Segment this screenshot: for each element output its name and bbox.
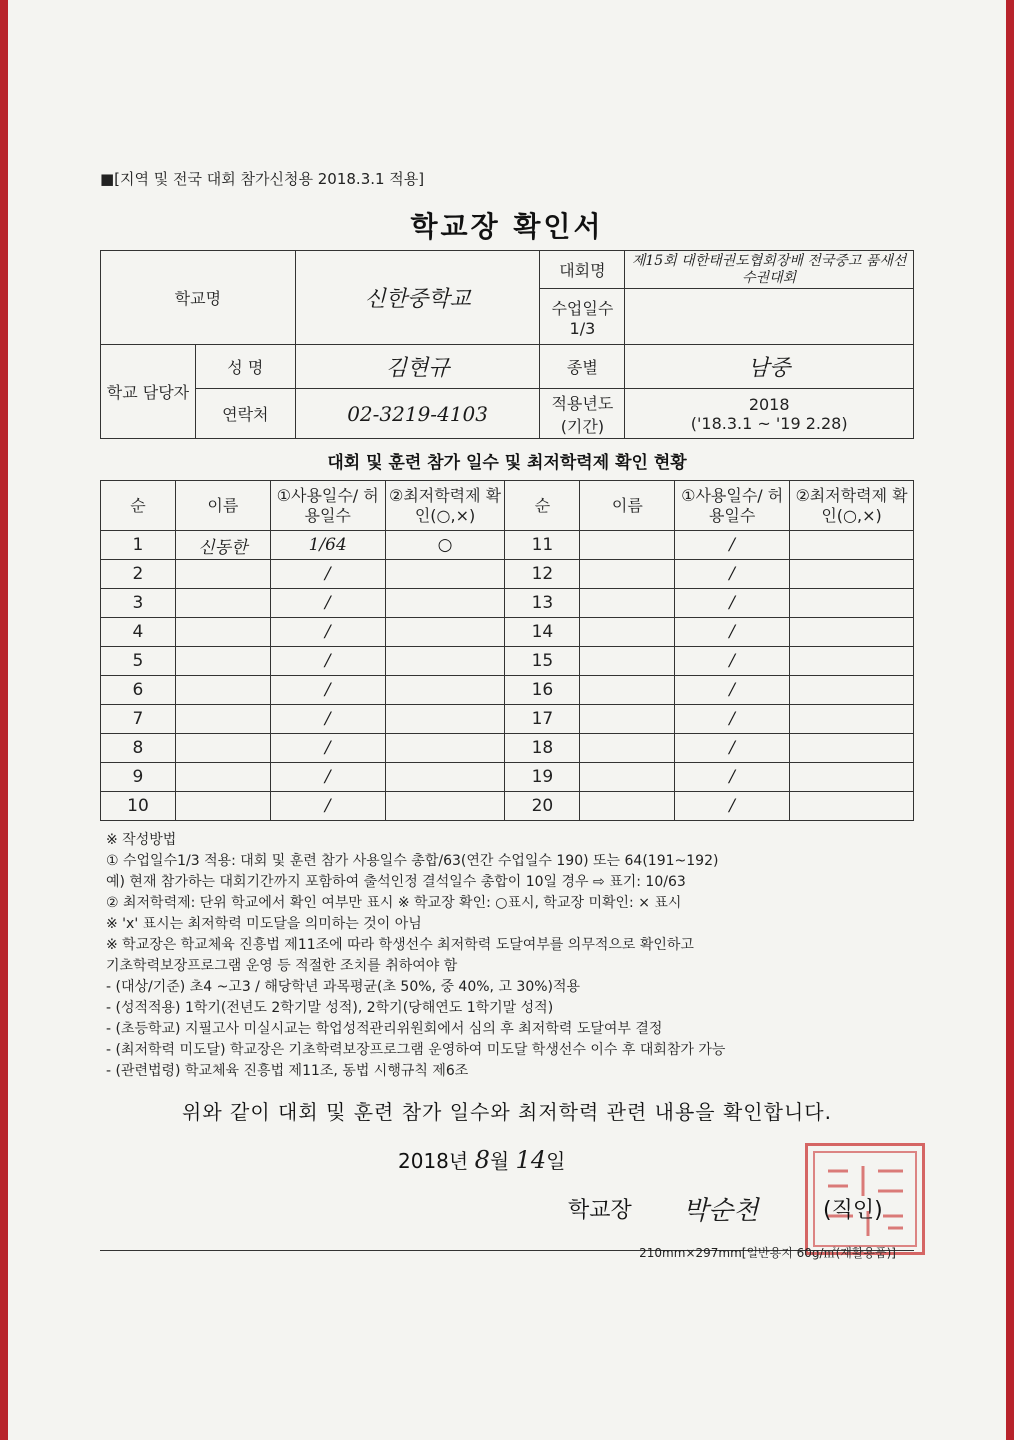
table-row (101, 676, 914, 705)
confirm-header: ②최저학력제 확인(○,×) (790, 481, 914, 531)
date-month-unit: 월 (489, 1149, 510, 1173)
used-days: / (270, 792, 385, 821)
min-grade-confirm (790, 560, 914, 589)
school-label: 학교명 (101, 251, 296, 345)
student-name (580, 676, 675, 705)
table-row (101, 734, 914, 763)
gender-label: 종별 (540, 345, 625, 389)
row-number: 4 (101, 618, 176, 647)
row-number: 6 (101, 676, 176, 705)
min-grade-confirm (790, 589, 914, 618)
student-name (175, 763, 270, 792)
school-value: 신한중학교 (295, 251, 540, 345)
contact-label: 연락처 (195, 389, 295, 439)
table-row (101, 531, 914, 560)
confirmation-statement: 위와 같이 대회 및 훈련 참가 일수와 최저학력 관련 내용을 확인합니다. (182, 1100, 832, 1124)
contest-label: 대회명 (540, 251, 625, 289)
period-value: ('18.3.1 ~ '19 2.28) (690, 413, 848, 433)
paper-spec-footer: 210mm×297mm[일반용지 60g/㎡(재활용품)] (639, 1246, 896, 1260)
student-name (580, 734, 675, 763)
used-days: / (270, 734, 385, 763)
min-grade-confirm (385, 734, 505, 763)
student-name (175, 792, 270, 821)
min-grade-confirm (385, 763, 505, 792)
manager-label: 학교 담당자 (101, 345, 196, 439)
min-grade-confirm (790, 618, 914, 647)
student-name (175, 647, 270, 676)
used-days: 1/64 (270, 531, 385, 560)
row-number: 19 (505, 763, 580, 792)
used-days: / (270, 589, 385, 618)
instruction-line: ※ 작성방법 (106, 832, 177, 848)
student-name (175, 734, 270, 763)
roster-table (100, 480, 914, 821)
row-number: 9 (101, 763, 176, 792)
min-grade-confirm (790, 647, 914, 676)
seal-label: (직인) (823, 1198, 883, 1223)
min-grade-confirm (385, 676, 505, 705)
min-grade-confirm (385, 589, 505, 618)
name-value: 김현규 (295, 345, 540, 389)
min-grade-confirm (790, 705, 914, 734)
student-name (175, 618, 270, 647)
student-name (580, 705, 675, 734)
min-grade-confirm (790, 763, 914, 792)
used-days: / (675, 676, 790, 705)
date-year: 2018년 (398, 1149, 469, 1173)
instruction-line: - (최저학력 미도달) 학교장은 기초학력보장프로그램 운영하여 미도달 학생선수 이수 후 대회참가 가능 (106, 1042, 726, 1058)
min-grade-confirm (385, 792, 505, 821)
row-number: 2 (101, 560, 176, 589)
confirm-header: ②최저학력제 확인(○,×) (385, 481, 505, 531)
principal-signature: 박순천 (683, 1196, 759, 1226)
no-header: 순 (505, 481, 580, 531)
student-name (580, 560, 675, 589)
row-number: 1 (101, 531, 176, 560)
row-number: 17 (505, 705, 580, 734)
used-days: / (675, 618, 790, 647)
instruction-line: - (관련법령) 학교체육 진흥법 제11조, 동법 시행규칙 제6조 (106, 1063, 469, 1079)
student-name (175, 705, 270, 734)
instruction-line: 기초학력보장프로그램 운영 등 적절한 조치를 취하여야 함 (106, 958, 458, 974)
issue-date (398, 1145, 565, 1174)
student-name (580, 647, 675, 676)
student-name (580, 792, 675, 821)
contest-value: 제15회 대한태권도협회장배 전국중고 품새선수권대회 (625, 251, 914, 289)
min-grade-confirm (790, 792, 914, 821)
used-days: / (675, 560, 790, 589)
used-days: / (675, 531, 790, 560)
year-value: 2018 (748, 394, 790, 414)
table-row (101, 560, 914, 589)
school-days-value (625, 289, 914, 345)
instruction-line: - (대상/기준) 초4 ~고3 / 해당학년 과목평균(초 50%, 중 40%, 고 30%)적용 (106, 979, 581, 995)
min-grade-confirm (385, 705, 505, 734)
row-number: 10 (101, 792, 176, 821)
principal-label: 학교장 (568, 1198, 632, 1223)
used-days: / (675, 763, 790, 792)
days-header: ①사용일수/ 허용일수 (675, 481, 790, 531)
date-day: 14 (515, 1146, 547, 1174)
student-name (175, 560, 270, 589)
used-days: / (270, 560, 385, 589)
min-grade-confirm (385, 647, 505, 676)
row-number: 8 (101, 734, 176, 763)
student-name: 신동한 (175, 531, 270, 560)
instruction-line: - (성적적용) 1학기(전년도 2학기말 성적), 2학기(당해연도 1학기말 성적) (106, 1000, 554, 1016)
section-title: 대회 및 훈련 참가 일수 및 최저학력제 확인 현황 (327, 453, 687, 473)
min-grade-confirm: ○ (385, 531, 505, 560)
min-grade-confirm (790, 734, 914, 763)
year-label: 적용년도 (기간) (540, 389, 625, 439)
table-row (101, 792, 914, 821)
instruction-line: - (초등학교) 지필고사 미실시교는 학업성적관리위원회에서 심의 후 최저학력 도달여부 결정 (106, 1021, 663, 1037)
contact-value: 02-3219-4103 (295, 389, 540, 439)
info-table (100, 250, 914, 439)
min-grade-confirm (385, 618, 505, 647)
student-name (580, 589, 675, 618)
student-name (580, 618, 675, 647)
used-days: / (675, 734, 790, 763)
row-number: 15 (505, 647, 580, 676)
used-days: / (270, 618, 385, 647)
used-days: / (270, 705, 385, 734)
name-header: 이름 (175, 481, 270, 531)
date-month: 8 (474, 1146, 490, 1174)
min-grade-confirm (385, 560, 505, 589)
instruction-line: ※ 학교장은 학교체육 진흥법 제11조에 따라 학생선수 최저학력 도달여부를 의무적으로 확인하고 (106, 937, 694, 953)
used-days: / (675, 589, 790, 618)
student-name (175, 589, 270, 618)
row-number: 7 (101, 705, 176, 734)
row-number: 13 (505, 589, 580, 618)
used-days: / (675, 647, 790, 676)
instruction-line: ② 최저학력제: 단위 학교에서 확인 여부만 표시 ※ 학교장 확인: ○표시, 학교장 미확인: × 표시 (106, 895, 682, 911)
instruction-line: ※ 'x' 표시는 최저학력 미도달을 의미하는 것이 아님 (106, 916, 422, 932)
document-page (8, 0, 1006, 1440)
student-name (175, 676, 270, 705)
document-title: 학교장 확인서 (410, 210, 604, 243)
row-number: 16 (505, 676, 580, 705)
table-row (101, 705, 914, 734)
used-days: / (270, 647, 385, 676)
row-number: 12 (505, 560, 580, 589)
min-grade-confirm (790, 531, 914, 560)
min-grade-confirm (790, 676, 914, 705)
row-number: 5 (101, 647, 176, 676)
row-number: 20 (505, 792, 580, 821)
name-header: 이름 (580, 481, 675, 531)
table-row (101, 589, 914, 618)
table-row (101, 647, 914, 676)
instruction-line: ① 수업일수1/3 적용: 대회 및 훈련 참가 사용일수 총합/63(연간 수업일수 190) 또는 64(191~192) (106, 853, 719, 869)
form-header-note: ■[지역 및 전국 대회 참가신청용 2018.3.1 적용] (100, 170, 425, 188)
used-days: / (675, 792, 790, 821)
instruction-line: 예) 현재 참가하는 대회기간까지 포함하여 출석인정 결석일수 총합이 10일 경우 ⇨ 표기: 10/63 (106, 874, 686, 890)
row-number: 18 (505, 734, 580, 763)
used-days: / (675, 705, 790, 734)
writing-instructions (106, 830, 906, 1082)
school-days-label: 수업일수 1/3 (540, 289, 625, 345)
date-day-unit: 일 (546, 1149, 566, 1173)
year-cell (625, 389, 914, 439)
used-days: / (270, 676, 385, 705)
used-days: / (270, 763, 385, 792)
table-row (101, 618, 914, 647)
gender-value: 남중 (625, 345, 914, 389)
table-row (101, 763, 914, 792)
row-number: 3 (101, 589, 176, 618)
row-number: 11 (505, 531, 580, 560)
days-header: ①사용일수/ 허용일수 (270, 481, 385, 531)
student-name (580, 531, 675, 560)
no-header: 순 (101, 481, 176, 531)
roster-header-row (101, 481, 914, 531)
name-label: 성 명 (195, 345, 295, 389)
student-name (580, 763, 675, 792)
row-number: 14 (505, 618, 580, 647)
